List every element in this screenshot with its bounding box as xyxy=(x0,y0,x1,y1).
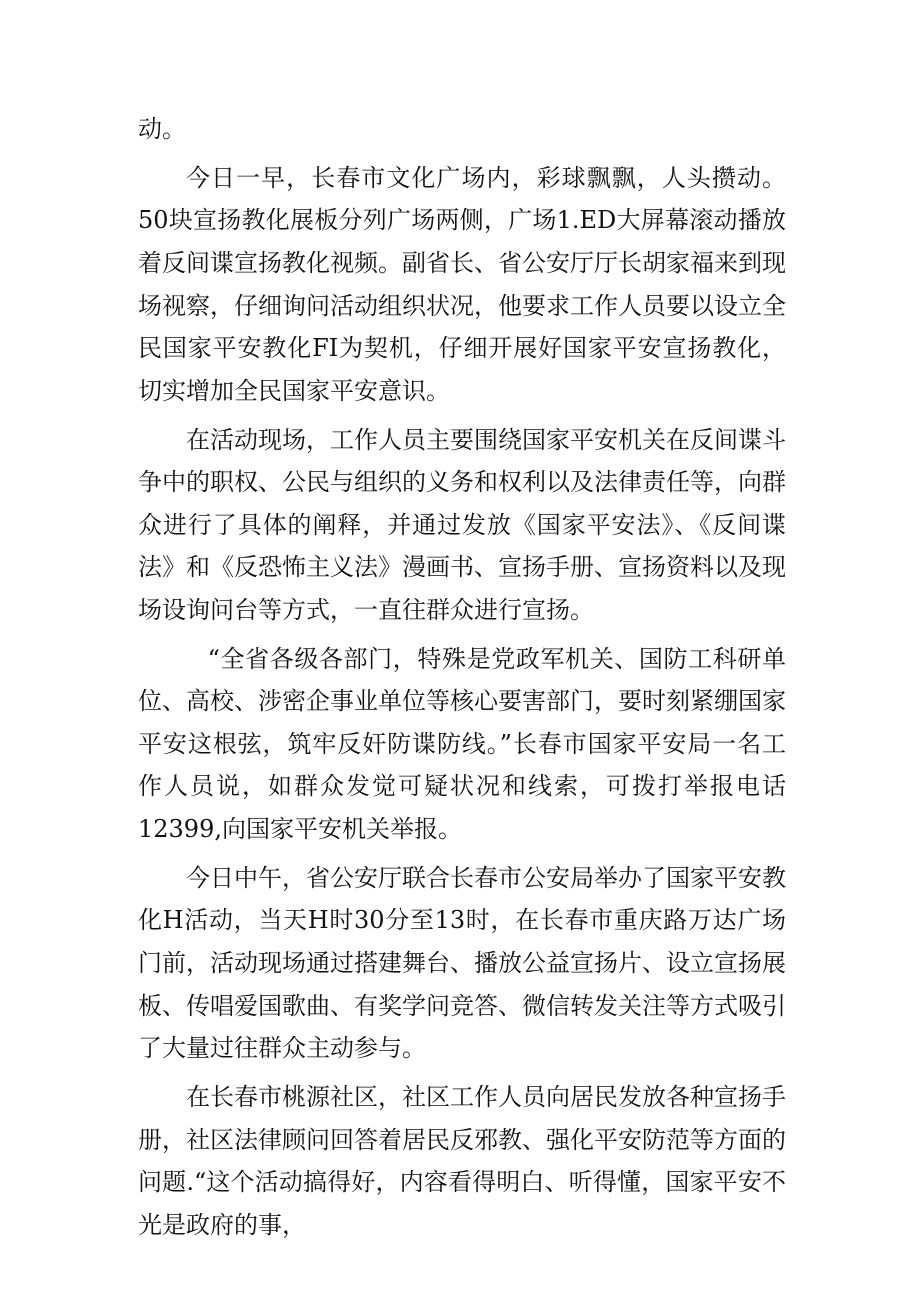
paragraph-community: 在长春市桃源社区，社区工作人员向居民发放各种宣扬手册，社区法律顾问回答着居民反邪教、强化平安防范等方面的问题.“这个活动搞得好，内容看得明白、听得懂，国家平安不光是政府的事， xyxy=(138,1083,786,1239)
paragraph-quote: “全省各级各部门，特殊是党政军机关、国防工科研单位、高校、涉密企事业单位等核心要害部门，要时刻紧绷国家平安这根弦，筑牢反奸防谍防线。”长春市国家平安局一名工作人员说，如群众发觉可疑状况和线索，可拨打举报电话12399,向国家平安机关举报。 xyxy=(138,644,786,844)
paragraph-continuation: 动。 xyxy=(138,115,186,143)
paragraph-noon-event: 今日中午，省公安厅联合长春市公安局举办了国家平安教化H活动，当天H时30分至13时，在长春市重庆路万达广场门前，活动现场通过搭建舞台、播放公益宣扬片、设立宣扬展板、传唱爱国歌曲、有奖学问竞答、微信转发关注等方式吸引了大量过往群众主动参与。 xyxy=(138,863,786,1063)
paragraph-morning-event: 今日一早，长春市文化广场内，彩球飘飘，人头攒动。50块宣扬教化展板分列广场两侧，广场1.ED大屏幕滚动播放着反间谍宣扬教化视频。副省长、省公安厅厅长胡家福来到现场视察，仔细询问活动组织状况，他要求工作人员要以设立全民国家平安教化FI为契机，仔细开展好国家平安宣扬教化，切实增加全民国家平安意识。 xyxy=(138,163,786,405)
document-body xyxy=(138,108,786,1253)
paragraph-on-site: 在活动现场，工作人员主要围绕国家平安机关在反间谍斗争中的职权、公民与组织的义务和权利以及法律责任等，向群众进行了具体的阐释，并通过发放《国家平安法》、《反间谍法》和《反恐怖主义法》漫画书、宣扬手册、宣扬资料以及现场设询问台等方式，一直往群众进行宣扬。 xyxy=(138,425,786,624)
